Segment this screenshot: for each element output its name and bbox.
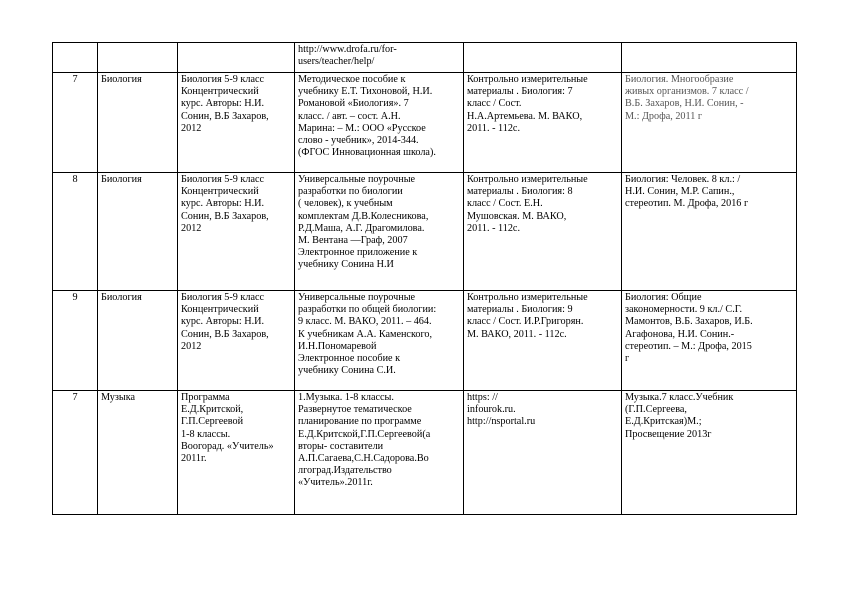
cell-line: вторы- составители	[298, 440, 384, 452]
cell-line: материалы . Биология: 9	[467, 304, 573, 316]
cell-line: Марина: – М.: ООО «Русское	[298, 122, 426, 134]
cell-line: Агафонова, Н.И. Сонин.-	[625, 328, 735, 340]
control-materials-cell	[464, 173, 622, 291]
control-materials-cell	[464, 43, 622, 73]
cell-line: 1.Музыка. 1-8 классы.	[298, 392, 394, 403]
cell-line: Музыка.7 класс.Учебник	[625, 392, 734, 403]
textbook-cell	[622, 391, 797, 515]
program-cell	[178, 291, 295, 391]
table-row	[53, 43, 797, 73]
cell-line: И.Н.Пономаревой	[298, 340, 377, 352]
methodical-cell	[295, 391, 464, 515]
cell-line: 2011. - 112с.	[467, 122, 521, 134]
cell-line: http://www.drofa.ru/for-	[298, 44, 397, 55]
cell-line: Е.Д.Критской,Г.П.Сергеевой(а	[298, 428, 431, 440]
cell-line: infourok.ru.	[467, 404, 516, 416]
cell-line: М. ВАКО, 2011. - 112с.	[467, 328, 567, 340]
cell-line: Биология: Человек. 8 кл.: /	[625, 174, 741, 185]
cell-line: Универсальные поурочные	[298, 174, 416, 185]
row-number	[53, 391, 98, 515]
cell-line: Н.И. Сонин, М.Р. Сапин.,	[625, 186, 735, 198]
cell-line: разработки по общей биологии:	[298, 304, 437, 316]
cell-line: 2012	[181, 222, 202, 234]
cell-text: 7	[72, 392, 78, 403]
cell-line: лгоград.Издательство	[298, 465, 392, 477]
table-row	[53, 291, 797, 391]
cell-line: Концентрический	[181, 86, 259, 98]
cell-line: учебнику Сонина Н.И	[298, 259, 394, 271]
control-materials-cell	[464, 73, 622, 173]
cell-line: 2011. - 112с.	[467, 222, 521, 234]
cell-line: users/teacher/help/	[298, 56, 375, 68]
cell-line: класс. / авт. – сост. А.Н.	[298, 110, 401, 122]
cell-line: ( человек), к учебным	[298, 198, 393, 210]
cell-line: курс. Авторы: Н.И.	[181, 98, 265, 110]
subject-cell	[98, 173, 178, 291]
cell-line: материалы . Биология: 7	[467, 86, 573, 98]
textbook-cell	[622, 73, 797, 173]
program-cell	[178, 391, 295, 515]
control-materials-cell	[464, 291, 622, 391]
cell-line: (Г.П.Сергеева,	[625, 404, 687, 416]
cell-line: слово - учебник», 2014-344.	[298, 135, 419, 147]
program-cell	[178, 43, 295, 73]
cell-line: Контрольно измерительные	[467, 74, 588, 85]
subject-cell	[98, 43, 178, 73]
cell-text: Биология	[101, 74, 142, 85]
methodical-cell	[295, 173, 464, 291]
table-row	[53, 73, 797, 173]
cell-line: 2012	[181, 122, 202, 134]
cell-line: курс. Авторы: Н.И.	[181, 198, 265, 210]
cell-text: 8	[72, 174, 78, 185]
row-number	[53, 73, 98, 173]
cell-line: класс / Сост. Е.Н.	[467, 198, 543, 210]
table-row	[53, 391, 797, 515]
curriculum-table	[52, 42, 797, 515]
cell-line: планирование по программе	[298, 416, 422, 428]
cell-line: Романовой «Биология». 7	[298, 98, 409, 110]
control-materials-cell	[464, 391, 622, 515]
cell-text: 7	[72, 74, 78, 85]
cell-line: учебнику Е.Т. Тихоновой, Н.И.	[298, 86, 433, 98]
cell-line: М. Вентана —Граф, 2007	[298, 235, 408, 247]
cell-line: Концентрический	[181, 186, 259, 198]
cell-line: материалы . Биология: 8	[467, 186, 573, 198]
subject-cell	[98, 391, 178, 515]
cell-line: класс / Сост. И.Р.Григорян.	[467, 316, 584, 328]
textbook-cell	[622, 173, 797, 291]
cell-line: живых организмов. 7 класс /	[625, 86, 749, 98]
cell-line: Биология 5-9 класс	[181, 74, 265, 85]
cell-line: А.П.Сагаева,С.Н.Садорова.Во	[298, 453, 429, 465]
cell-line: 2012	[181, 340, 202, 352]
cell-line: «Учитель».2011г.	[298, 477, 373, 489]
cell-line: Е.Д.Критской,	[181, 404, 244, 416]
cell-line: Н.А.Артемьева. М. ВАКО,	[467, 110, 583, 122]
cell-line: 1-8 классы.	[181, 428, 231, 440]
cell-text: Биология	[101, 292, 142, 303]
cell-line: Е.Д.Критская)М.;	[625, 416, 702, 428]
cell-line: К учебникам А.А. Каменского,	[298, 328, 433, 340]
cell-line: Сонин, В.Б Захаров,	[181, 210, 269, 222]
table-row	[53, 173, 797, 291]
cell-line: учебнику Сонина С.И.	[298, 365, 396, 377]
cell-line: Программа	[181, 392, 230, 403]
subject-cell	[98, 73, 178, 173]
row-number	[53, 291, 98, 391]
cell-line: Концентрический	[181, 304, 259, 316]
cell-text: Биология	[101, 174, 142, 185]
row-number	[53, 43, 98, 73]
methodical-cell	[295, 73, 464, 173]
cell-line: Развернутое тематическое	[298, 404, 412, 416]
cell-line: курс. Авторы: Н.И.	[181, 316, 265, 328]
cell-line: закономерности. 9 кл./ С.Г.	[625, 304, 743, 316]
table-body	[53, 43, 797, 515]
cell-line: Мамонтов, В.Б. Захаров, И.Б.	[625, 316, 753, 328]
program-cell	[178, 173, 295, 291]
cell-line: Сонин, В.Б Захаров,	[181, 328, 269, 340]
cell-line: Контрольно измерительные	[467, 292, 588, 303]
cell-line: разработки по биологии	[298, 186, 403, 198]
row-number	[53, 173, 98, 291]
cell-line: Методическое пособие к	[298, 74, 406, 85]
cell-line: стереотип. – М.: Дрофа, 2015	[625, 340, 752, 352]
program-cell	[178, 73, 295, 173]
cell-line: Электронное приложение к	[298, 247, 418, 259]
cell-line: http://nsportal.ru	[467, 416, 536, 428]
cell-line: https: //	[467, 392, 498, 403]
methodical-cell	[295, 43, 464, 73]
cell-line: Г.П.Сергеевой	[181, 416, 244, 428]
cell-line: Сонин, В.Б Захаров,	[181, 110, 269, 122]
cell-line: Биология. Многообразие	[625, 74, 734, 85]
cell-line: (ФГОС Инновационная школа).	[298, 147, 436, 159]
cell-line: Мушовская. М. ВАКО,	[467, 210, 567, 222]
cell-line: комплектам Д.В.Колесникова,	[298, 210, 429, 222]
cell-line: Универсальные поурочные	[298, 292, 416, 303]
cell-line: В.Б. Захаров, Н.И. Сонин, -	[625, 98, 744, 110]
cell-line: Электронное пособие к	[298, 353, 401, 365]
cell-text: Музыка	[101, 392, 136, 403]
cell-line: Биология: Общие	[625, 292, 702, 303]
cell-line: Воогорад. «Учитель»	[181, 440, 274, 452]
subject-cell	[98, 291, 178, 391]
cell-line: класс / Сост.	[467, 98, 522, 110]
cell-line: Биология 5-9 класс	[181, 174, 265, 185]
cell-line: Просвещение 2013г	[625, 428, 712, 440]
cell-text: 9	[72, 292, 78, 303]
cell-line: 9 класс. М. ВАКО, 2011. – 464.	[298, 316, 432, 328]
methodical-cell	[295, 291, 464, 391]
cell-line: 2011г.	[181, 453, 207, 465]
cell-line: г	[625, 353, 630, 365]
textbook-cell	[622, 291, 797, 391]
cell-line: Биология 5-9 класс	[181, 292, 265, 303]
textbook-cell	[622, 43, 797, 73]
cell-line: Р.Д.Маша, А.Г. Драгомилова.	[298, 222, 425, 234]
cell-line: стереотип. М. Дрофа, 2016 г	[625, 198, 749, 210]
cell-line: М.: Дрофа, 2011 г	[625, 110, 703, 122]
cell-line: Контрольно измерительные	[467, 174, 588, 185]
